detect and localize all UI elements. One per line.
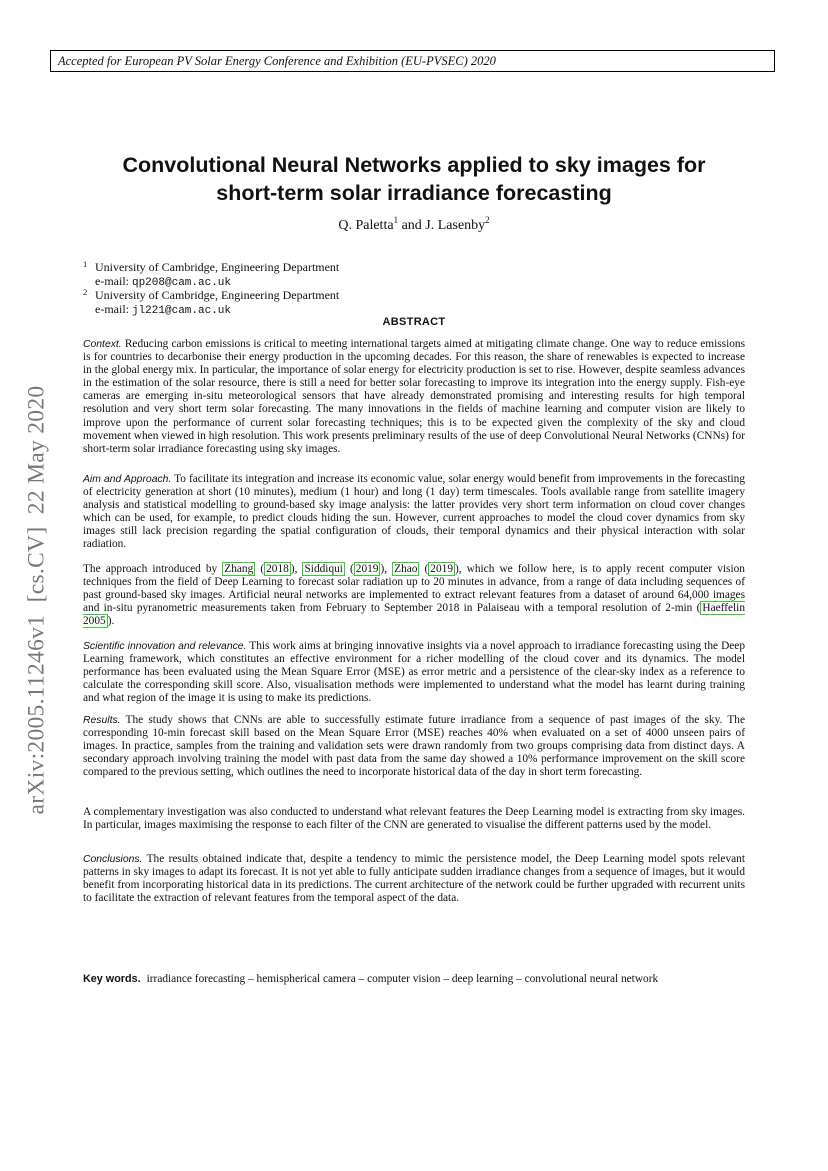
citation-link-haeffelin[interactable]: Haeffelin 2005 <box>83 602 745 628</box>
paragraph-lead: Aim and Approach. <box>83 474 172 485</box>
email-address: jl221@cam.ac.uk <box>131 305 232 317</box>
keywords-text: irradiance forecasting – hemispherical camera – computer vision – deep learning – convolutional neural network <box>146 973 659 985</box>
paragraph-lead: Scientific innovation and relevance. <box>83 641 247 652</box>
keywords-line <box>83 973 658 985</box>
author-name: and J. Lasenby <box>398 218 486 233</box>
citation-link-zhao[interactable]: Zhao <box>394 563 418 575</box>
email-address: qp208@cam.ac.uk <box>131 277 232 289</box>
paragraph-text: To facilitate its integration and increase its economic value, solar energy would benefit from improvements in the forecasting of electricity generation at short (10 minutes), medium (1 hour) and long (1 day) term timescales. Tools available range from satellite imagery analysis and statistical modelling to ground-based sky image analysis: the latter provides very short term information on cloud cover changes which can be used, for example, to predict clouds hiding the sun. However, current approaches to model the cloud cover dynamics from sky images still lack precision regarding the spatial configuration of clouds, their temporal dynamics and their physical interaction with solar radiation. <box>83 473 745 551</box>
arxiv-stamp <box>12 350 62 850</box>
author-line <box>0 215 828 234</box>
affiliation-number: 2 <box>83 287 88 297</box>
citation-link-siddiqui[interactable]: Siddiqui <box>304 563 343 575</box>
author-name: Q. Paletta <box>338 218 394 233</box>
paragraph-text: The results obtained indicate that, despite a tendency to mimic the persistence model, the Deep Learning model spots relevant patterns in sky images to adapt its forecast. It is not yet able to fully anticipate sudden irradiance changes from a sequence of images, but it would benefit from incorporating historical data in its predictions. The current architecture of the network could be further upgraded with recurrent units to facilitate the extraction of relevant features from the temporal aspect of the data. <box>83 853 745 905</box>
abstract-results-paragraph <box>83 714 745 779</box>
paper-title-line-1: Convolutional Neural Networks applied to sky images for <box>122 153 706 177</box>
citation-link-zhang[interactable]: Zhang <box>224 563 254 575</box>
citation-link-zhao-year[interactable]: 2019 <box>430 563 453 575</box>
paragraph-text: This work aims at bringing innovative insights via a novel approach to irradiance forecasting using the Deep Learning framework, which constitutes an effective environment for a richer modelling of the cloud cover and its dynamics. The model performance has been evaluated using the Mean Square Error (MSE) as error metric and a persistence of the clear-sky index as a reference to calculate the corresponding skill score. Also, visualisation methods were implemented to understand what the model has learnt during training and what region of the image it is using to make its predictions. <box>83 640 746 705</box>
email-label: e-mail: <box>95 274 132 288</box>
arxiv-identifier: arXiv:2005.11246v1 [cs.CV] 22 May 2020 <box>23 385 50 815</box>
paper-title-line-2: short-term solar irradiance forecasting <box>216 181 612 205</box>
paragraph-lead: Conclusions. <box>83 854 143 865</box>
abstract-approach-paragraph: The approach introduced by Zhang ( 2018 ), Siddiqui ( 2019 ), Zhao ( 2019 ), which we follow here, is to apply recent computer vision techniques from the field of Deep Learning to forecast solar radiation up to 20 minutes in advance, from a range of data including sequences of past ground-based sky images. Artificial neural networks are implemented to extract relevant features from a dataset of around 64,000 images and in-situ pyranometric measurements taken from February to September 2018 in Palaiseau with a temporal resolution of 2-min ( Haeffelin 2005 ). <box>83 563 745 628</box>
paragraph-lead: Context. <box>83 339 122 350</box>
email-label: e-mail: <box>95 302 132 316</box>
paragraph-text: A complementary investigation was also conducted to understand what relevant features the Deep Learning model is extracting from sky images. In particular, images maximising the response to each filter of the CNN are generated to visualise the different patterns used by the model. <box>83 806 745 832</box>
abstract-context-paragraph <box>83 338 745 456</box>
affiliation-org: University of Cambridge, Engineering Department <box>95 288 340 302</box>
paragraph-text: ). <box>107 615 115 628</box>
running-header <box>50 50 775 72</box>
abstract-innovation-paragraph <box>83 640 745 705</box>
affiliation-org: University of Cambridge, Engineering Department <box>95 260 340 274</box>
paragraph-text: The study shows that CNNs are able to successfully estimate future irradiance from a sequence of past images of the sky. The corresponding 10-min forecast skill based on the Mean Square Error (MSE) reaches 40% when evaluated on a set of 4000 unseen pairs of images. In practice, samples from the training and validation sets were drawn randomly from two groups comprising data from distinct days. A secondary approach involving training the model with past data from the same day showed a 10% performance improvement on the skill score compared to the previous setting, which outlines the need to incorporate historical data of the day in short term forecasting. <box>83 714 745 779</box>
abstract-aim-paragraph <box>83 473 745 552</box>
citation-link-siddiqui-year[interactable]: 2019 <box>355 563 379 575</box>
abstract-heading: ABSTRACT <box>382 316 446 328</box>
paragraph-lead: Results. <box>83 715 121 726</box>
abstract-complementary-paragraph <box>83 806 745 832</box>
affiliation-number: 1 <box>83 259 88 269</box>
paragraph-text: , which we follow here, is to apply recent computer vision techniques from the field of Deep Learning to forecast solar radiation up to 20 minutes in advance, from a range of data including sequences of past ground-based sky images. Artificial neural networks are implemented to extract relevant features from a dataset of around 64,000 images and in-situ pyranometric measurements taken from February to September 2018 in Palaiseau with a temporal resolution of 2-min ( <box>83 563 745 615</box>
abstract-conclusions-paragraph <box>83 853 745 905</box>
keywords-label: Key words. <box>83 973 141 985</box>
citation-link-zhang-year[interactable]: 2018 <box>266 563 289 575</box>
paragraph-text: Reducing carbon emissions is critical to meeting international targets aimed at mitigating climate change. One way to reduce emissions is for countries to decarbonise their energy production in the upcoming decades. For this reason, the share of renewables is expected to increase in the global energy mix. In particular, the importance of solar energy for electricity production is set to rise. However, despite seamless advances in the estimation of the solar resource, there is still a need for better solar forecasting to improve its integration into the energy supply. Fish-eye cameras are emerging in-situ meteorological sensors that have already demonstrated promising and interesting results for high temporal resolution and very short term solar forecasting. The many innovations in the fields of machine learning and computer vision are likely to improve upon the performance of current solar forecasting techniques; this is to be expected given the complexity of the sky and cloud movement when viewed in high resolution. This work presents preliminary results of the use of deep Convolutional Neural Networks (CNNs) for short-term solar irradiance forecasting using sky images. <box>83 338 745 455</box>
paragraph-text: The approach introduced by <box>83 563 223 575</box>
affiliation-mark: 1 <box>393 215 399 225</box>
affiliation-mark: 2 <box>485 215 490 225</box>
running-header-text: Accepted for European PV Solar Energy Conference and Exhibition (EU-PVSEC) 2020 <box>58 54 496 68</box>
